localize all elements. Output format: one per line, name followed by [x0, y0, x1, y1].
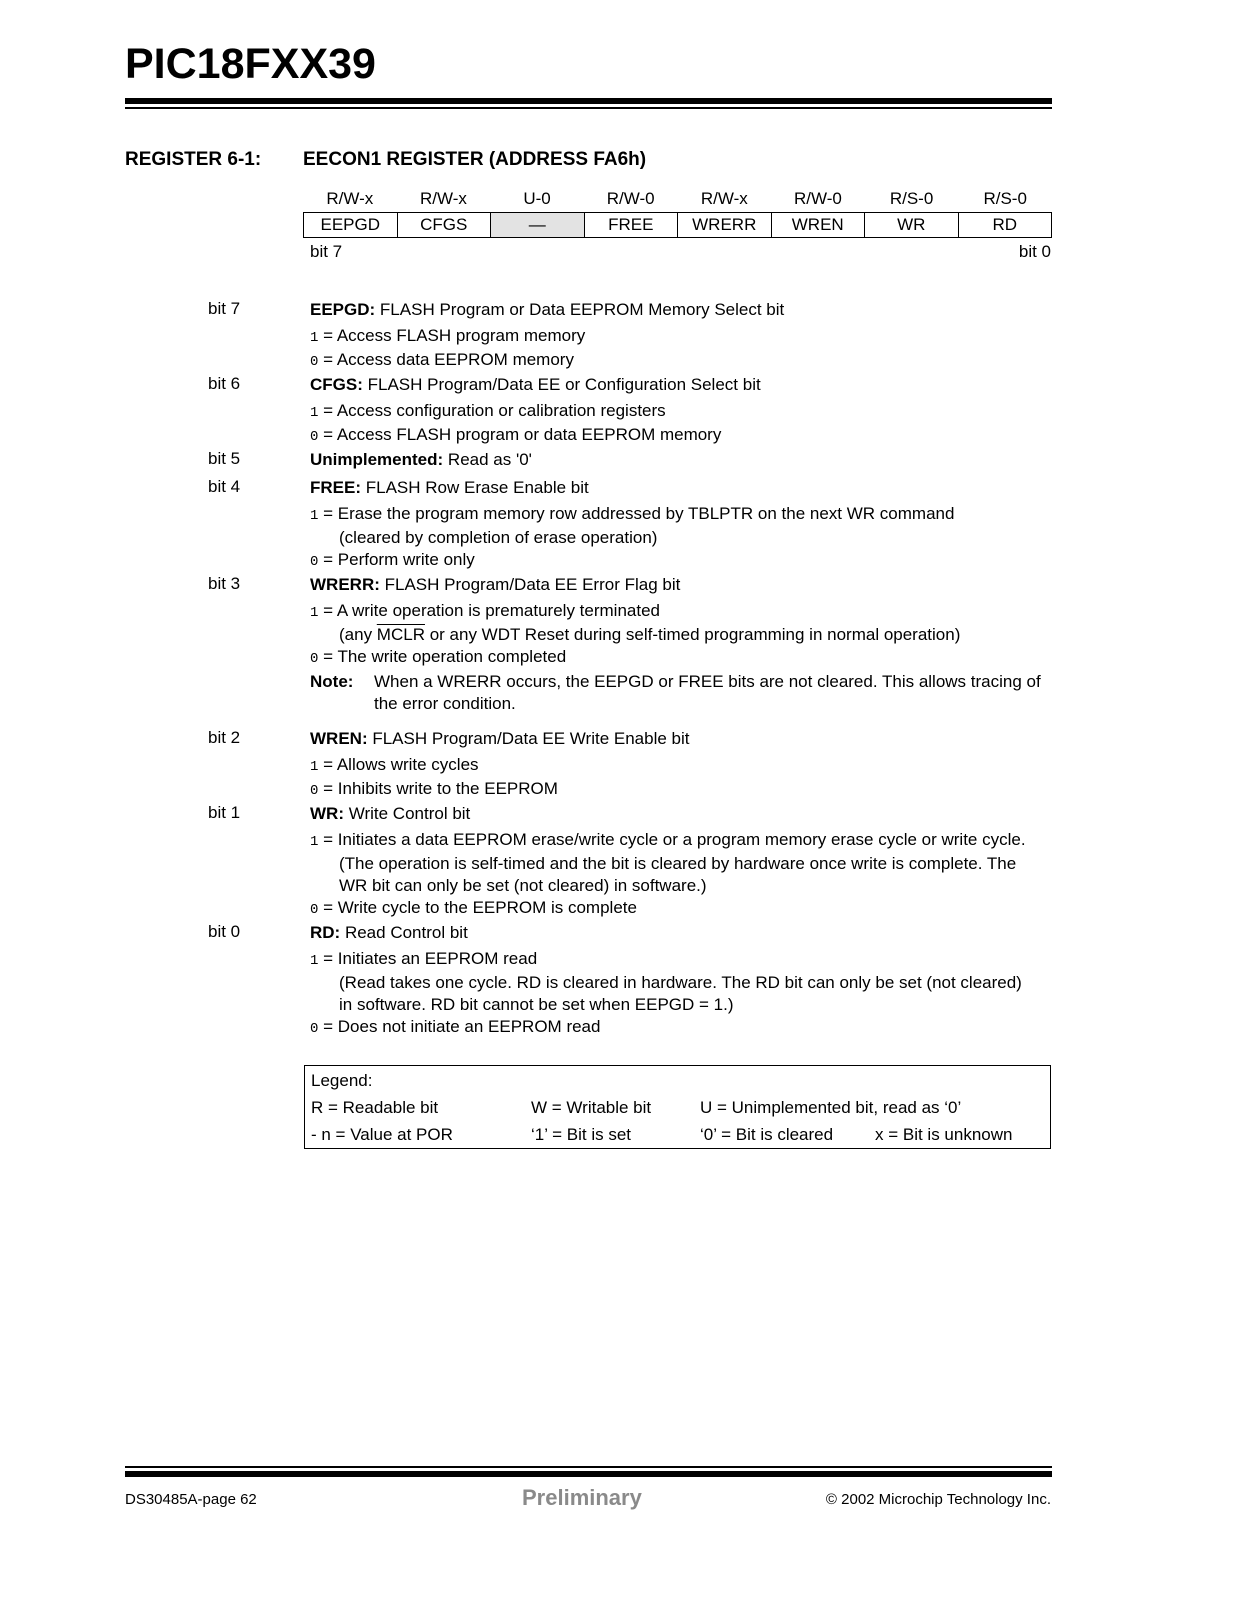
- bit-name-cell-unimplemented: —: [491, 213, 585, 237]
- bit-value-continuation: WR bit can only be set (not cleared) in software.): [339, 876, 707, 895]
- bit-value-text: = Access configuration or calibration registers: [318, 401, 666, 420]
- legend-bit-set: ‘1’ = Bit is set: [531, 1125, 631, 1144]
- bit-name: WR:: [310, 804, 344, 823]
- bit-name: CFGS:: [310, 375, 363, 394]
- bit-value-text: = Does not initiate an EEPROM read: [318, 1017, 601, 1036]
- bit-value-text: = Access FLASH program memory: [318, 326, 586, 345]
- legend-readable: R = Readable bit: [311, 1098, 439, 1117]
- bit-name-cell: CFGS: [398, 213, 492, 237]
- bit-name: FREE:: [310, 478, 361, 497]
- legend-bit-cleared: ‘0’ = Bit is cleared: [700, 1125, 834, 1144]
- bit-name-cell: RD: [992, 215, 1018, 234]
- continuation-text: (any: [339, 625, 377, 644]
- bit-summary: Read as '0': [447, 450, 532, 469]
- bit-value-text: = Initiates a data EEPROM erase/write cycle or a program memory erase cycle or write cycle.: [318, 830, 1026, 849]
- bit-value-text: = Write cycle to the EEPROM is complete: [318, 898, 637, 917]
- bit-value: 0: [310, 902, 319, 918]
- bit-summary: FLASH Program or Data EEPROM Memory Select bit: [379, 300, 785, 319]
- bit-name: EEPGD:: [310, 300, 376, 319]
- legend-box: [304, 1065, 1051, 1149]
- bit-name-cell: FREE: [585, 213, 679, 237]
- bit-summary: Read Control bit: [344, 923, 468, 942]
- bit-description: [310, 477, 1055, 573]
- bit-summary: Write Control bit: [348, 804, 471, 823]
- bit-low-label: bit 0: [1018, 242, 1051, 261]
- bit-description: [310, 728, 1055, 802]
- page-title: PIC18FXX39: [125, 40, 376, 88]
- bit-value-text: = A write operation is prematurely terminated: [318, 601, 660, 620]
- bit-description: [310, 803, 1055, 921]
- bit-value-text: = Allows write cycles: [318, 755, 479, 774]
- access-cell: R/W-x: [700, 189, 748, 208]
- note-label: Note:: [310, 672, 354, 691]
- header-rule-thin: [125, 107, 1052, 109]
- bit-name-cell: WR: [865, 213, 959, 237]
- footer-rule-thin: [125, 1466, 1052, 1468]
- header-rule-thick: [125, 98, 1052, 104]
- bit-description: [310, 374, 1055, 448]
- bit-label: bit 6: [208, 374, 241, 393]
- register-bit-table: [303, 186, 1052, 262]
- note: [310, 671, 1055, 715]
- bit-label: bit 2: [208, 728, 241, 747]
- note-text: When a WRERR occurs, the EEPGD or FREE bits are not cleared. This allows tracing of the error condition.: [374, 672, 1041, 713]
- bit-value: 0: [310, 651, 319, 667]
- bit-value: 1: [310, 605, 319, 621]
- bit-value: 0: [310, 783, 319, 799]
- bit-description: [310, 449, 1055, 471]
- bit-value-continuation: (cleared by completion of erase operation): [339, 528, 658, 547]
- bit-description: [310, 299, 1055, 373]
- footer-copyright: © 2002 Microchip Technology Inc.: [825, 1491, 1051, 1508]
- access-row: [303, 186, 1052, 212]
- bit-name-row: [303, 212, 1052, 238]
- bit-name: RD:: [310, 923, 341, 942]
- bit-value-continuation: (Read takes one cycle. RD is cleared in hardware. The RD bit can only be set (not cleared): [339, 973, 1022, 992]
- bit-value: 1: [310, 405, 319, 421]
- bit-summary: FLASH Program/Data EE Write Enable bit: [372, 729, 690, 748]
- bit-value: 1: [310, 759, 319, 775]
- bit-label: bit 0: [208, 922, 241, 941]
- legend-title: Legend:: [311, 1071, 373, 1090]
- footer-page-number: DS30485A-page 62: [125, 1491, 257, 1508]
- bit-name: Unimplemented:: [310, 450, 444, 469]
- bit-high-label: bit 7: [310, 242, 343, 261]
- bit-summary: FLASH Program/Data EE Error Flag bit: [384, 575, 681, 594]
- bit-label: bit 4: [208, 477, 241, 496]
- register-number: REGISTER 6-1:: [125, 149, 262, 170]
- bit-value-continuation: [310, 624, 1055, 646]
- access-cell: R/W-0: [606, 189, 655, 208]
- bit-value: 1: [310, 834, 319, 850]
- bit-value-text: = Inhibits write to the EEPROM: [318, 779, 558, 798]
- footer-rule-thick: [125, 1471, 1052, 1477]
- bit-value: 1: [310, 330, 319, 346]
- bit-value-text: = Access data EEPROM memory: [318, 350, 574, 369]
- bit-range-labels: [303, 238, 1052, 262]
- bit-name-cell: WREN: [772, 213, 866, 237]
- continuation-text: or any WDT Reset during self-timed programming in normal operation): [424, 625, 961, 644]
- access-cell: U-0: [523, 189, 551, 208]
- access-cell: R/S-0: [983, 189, 1027, 208]
- register-title: EECON1 REGISTER (ADDRESS FA6h): [303, 149, 647, 170]
- access-cell: R/W-0: [794, 189, 842, 208]
- bit-summary: FLASH Row Erase Enable bit: [365, 478, 589, 497]
- bit-value-text: = Perform write only: [318, 550, 475, 569]
- bit-name-cell: WRERR: [678, 213, 772, 237]
- access-cell: R/S-0: [889, 189, 934, 208]
- bit-value-text: = The write operation completed: [318, 647, 567, 666]
- bit-value: 0: [310, 354, 319, 370]
- bit-value: 1: [310, 508, 319, 524]
- bit-value: 0: [310, 554, 319, 570]
- bit-value: 0: [310, 429, 319, 445]
- legend-por: - n = Value at POR: [311, 1125, 453, 1144]
- bit-description: [310, 922, 1055, 1040]
- legend-unimplemented: U = Unimplemented bit, read as ‘0’: [700, 1098, 962, 1117]
- bit-value-text: = Erase the program memory row addressed by TBLPTR on the next WR command: [318, 504, 955, 523]
- access-cell: R/W-x: [326, 189, 374, 208]
- bit-value-continuation: (The operation is self-timed and the bit is cleared by hardware once write is complete. The: [339, 854, 1017, 873]
- bit-description: [310, 574, 1055, 670]
- bit-name: WREN:: [310, 729, 368, 748]
- bit-value: 1: [310, 953, 319, 969]
- legend-writable: W = Writable bit: [531, 1098, 652, 1117]
- bit-value-continuation: in software. RD bit cannot be set when EEPGD = 1.): [339, 995, 734, 1014]
- bit-label: bit 3: [208, 574, 241, 593]
- legend-bit-unknown: x = Bit is unknown: [875, 1125, 1013, 1144]
- bit-name-cell: EEPGD: [304, 213, 398, 237]
- footer-status: Preliminary: [522, 1485, 642, 1510]
- bit-name: WRERR:: [310, 575, 380, 594]
- access-cell: R/W-x: [419, 189, 467, 208]
- bit-value-text: = Access FLASH program or data EEPROM memory: [318, 425, 722, 444]
- bit-summary: FLASH Program/Data EE or Configuration Select bit: [367, 375, 761, 394]
- bit-label: bit 7: [208, 299, 241, 318]
- bit-value: 0: [310, 1021, 319, 1037]
- bit-label: bit 1: [208, 803, 241, 822]
- bit-value-text: = Initiates an EEPROM read: [318, 949, 538, 968]
- mclr-signal: MCLR: [376, 625, 425, 644]
- bit-label: bit 5: [208, 449, 241, 468]
